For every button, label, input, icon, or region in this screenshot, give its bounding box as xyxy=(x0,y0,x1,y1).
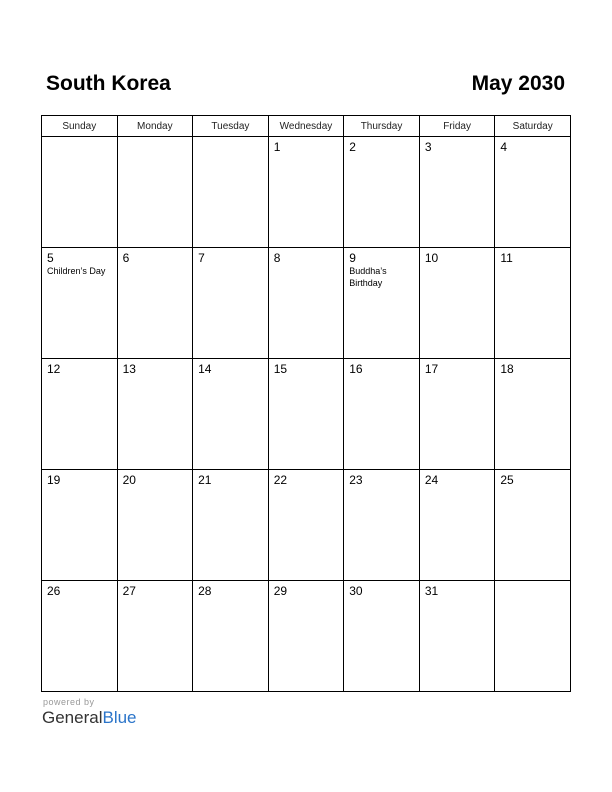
day-cell xyxy=(42,581,118,692)
day-cell xyxy=(419,581,495,692)
calendar-grid xyxy=(41,115,571,692)
day-cell xyxy=(193,581,269,692)
day-number: 15 xyxy=(273,362,288,376)
day-cell xyxy=(117,470,193,581)
day-number xyxy=(118,137,193,140)
week-row xyxy=(42,581,571,692)
day-cell xyxy=(344,248,420,359)
month-year-title: May 2030 xyxy=(471,72,565,95)
day-number: 31 xyxy=(424,584,439,598)
weekday-monday: Monday xyxy=(117,116,193,137)
day-number: 10 xyxy=(424,251,439,265)
day-number: 29 xyxy=(273,584,288,598)
day-cell xyxy=(419,248,495,359)
day-cell xyxy=(117,137,193,248)
day-cell xyxy=(268,470,344,581)
day-cell xyxy=(193,248,269,359)
day-number: 27 xyxy=(122,584,136,598)
holiday-label: Buddha’s Birthday xyxy=(349,266,387,288)
day-cell xyxy=(42,137,118,248)
day-number: 12 xyxy=(47,362,61,376)
day-number: 24 xyxy=(424,473,439,487)
day-cell xyxy=(268,359,344,470)
powered-by-text: powered by xyxy=(43,697,95,707)
logo-text-general: General xyxy=(42,708,103,727)
day-cell xyxy=(344,137,420,248)
country-title: South Korea xyxy=(46,72,171,95)
day-cell xyxy=(42,470,118,581)
day-cell xyxy=(495,248,571,359)
day-number: 7 xyxy=(198,251,205,265)
logo-text-blue: Blue xyxy=(102,708,137,727)
day-cell xyxy=(344,470,420,581)
day-number: 11 xyxy=(500,251,513,265)
day-cell xyxy=(268,581,344,692)
day-cell xyxy=(419,137,495,248)
holiday-label: Children’s Day xyxy=(47,266,106,276)
day-cell xyxy=(419,359,495,470)
day-number: 23 xyxy=(349,473,363,487)
day-number xyxy=(495,581,570,584)
day-cell xyxy=(117,581,193,692)
day-number: 5 xyxy=(47,251,54,265)
weekday-saturday: Saturday xyxy=(495,116,571,137)
day-number: 14 xyxy=(198,362,212,376)
day-number: 28 xyxy=(198,584,212,598)
day-number: 8 xyxy=(273,251,281,265)
generalblue-logo[interactable] xyxy=(42,708,137,728)
day-cell xyxy=(419,470,495,581)
day-number xyxy=(42,137,117,140)
weekday-thursday: Thursday xyxy=(344,116,420,137)
day-cell xyxy=(42,359,118,470)
week-row xyxy=(42,470,571,581)
weekday-sunday: Sunday xyxy=(42,116,118,137)
day-number xyxy=(193,137,268,140)
day-number: 18 xyxy=(500,362,514,376)
day-cell xyxy=(495,470,571,581)
day-cell xyxy=(42,248,118,359)
day-number: 21 xyxy=(198,473,212,487)
weekday-wednesday: Wednesday xyxy=(268,116,344,137)
day-number: 22 xyxy=(273,473,288,487)
day-number: 25 xyxy=(500,473,514,487)
day-number: 17 xyxy=(424,362,439,376)
day-number: 26 xyxy=(47,584,61,598)
day-number: 13 xyxy=(122,362,136,376)
day-number: 9 xyxy=(349,251,356,265)
weekday-tuesday: Tuesday xyxy=(193,116,269,137)
day-cell xyxy=(117,359,193,470)
day-number: 20 xyxy=(122,473,136,487)
day-number: 6 xyxy=(122,251,130,265)
day-number: 4 xyxy=(500,140,508,154)
day-number: 3 xyxy=(424,140,432,154)
day-cell xyxy=(495,359,571,470)
day-cell xyxy=(495,137,571,248)
day-cell xyxy=(193,470,269,581)
day-cell xyxy=(193,137,269,248)
day-number: 30 xyxy=(349,584,363,598)
weekday-friday: Friday xyxy=(419,116,495,137)
day-cell xyxy=(193,359,269,470)
week-row xyxy=(42,137,571,248)
day-cell xyxy=(268,137,344,248)
week-row xyxy=(42,248,571,359)
day-number: 19 xyxy=(47,473,61,487)
day-number: 16 xyxy=(349,362,363,376)
day-number: 1 xyxy=(273,140,281,154)
day-cell xyxy=(117,248,193,359)
day-cell xyxy=(344,581,420,692)
day-number: 2 xyxy=(349,140,356,154)
week-row xyxy=(42,359,571,470)
weekday-header-row xyxy=(42,116,571,137)
day-cell xyxy=(495,581,571,692)
day-cell xyxy=(268,248,344,359)
day-cell xyxy=(344,359,420,470)
